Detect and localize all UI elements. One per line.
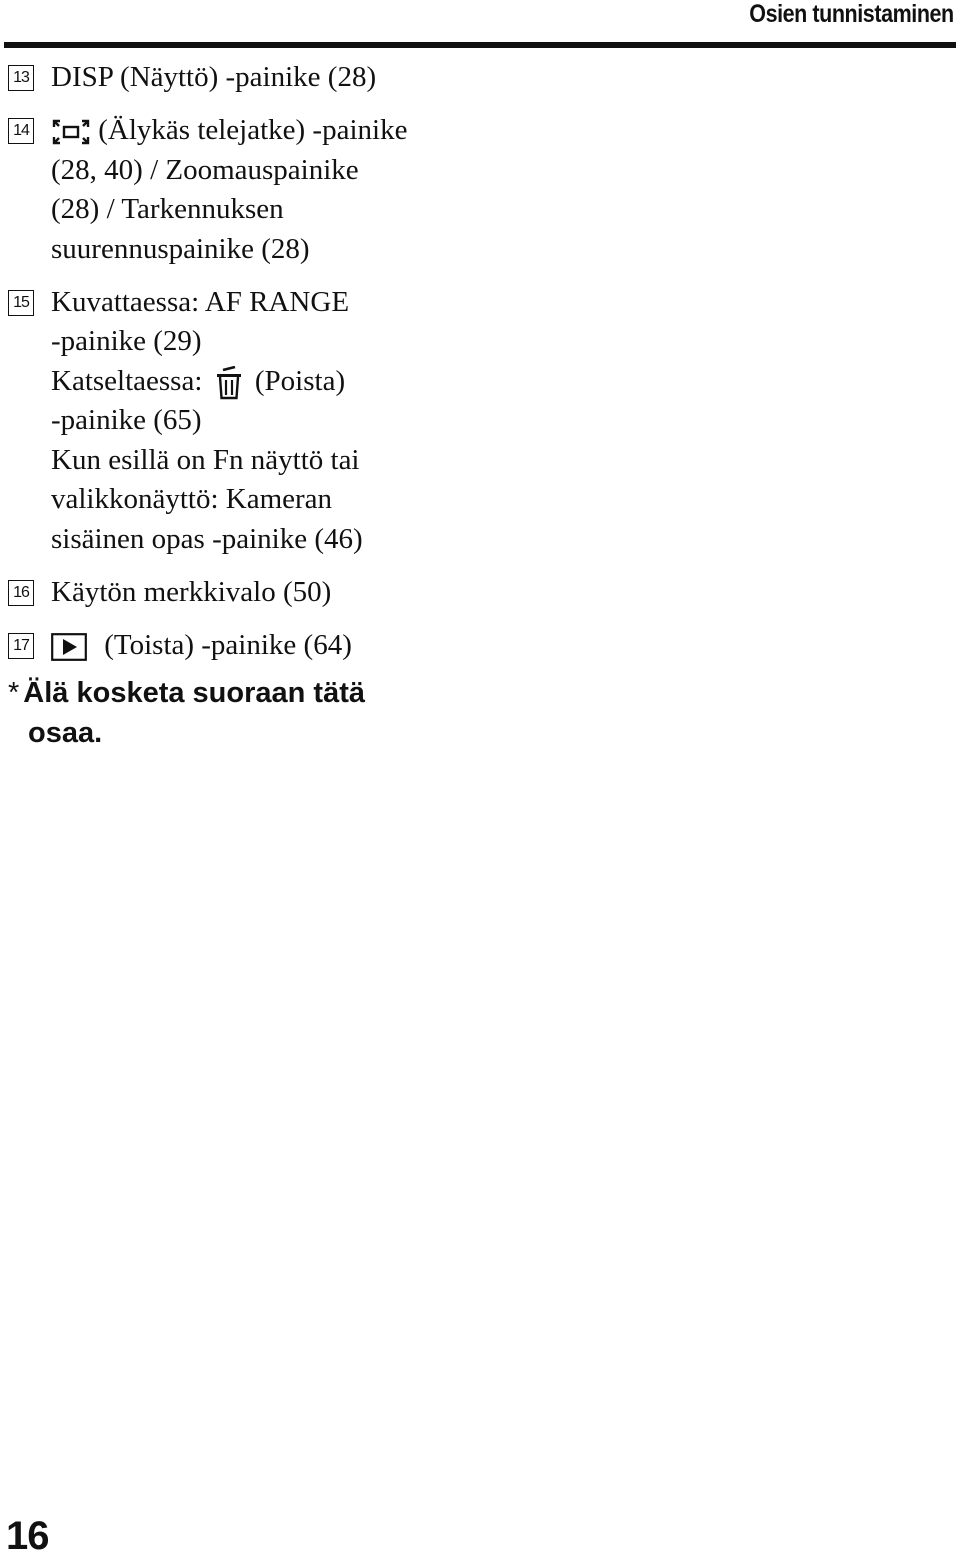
list-item-15 (8, 283, 568, 560)
parts-list (8, 58, 568, 753)
item-15-line-2: -painike (29) (51, 325, 202, 357)
item-number-15: 15 (8, 290, 34, 316)
item-15-delete-suffix: (Poista) (254, 364, 346, 397)
item-15-line-6: valikkonäyttö: Kameran (51, 483, 333, 515)
footnote-line-1: Älä kosketa suoraan tätä (23, 676, 365, 709)
item-14-line-2: (28, 40) / Zoomauspainike (51, 153, 359, 186)
item-number-16: 16 (8, 580, 34, 606)
trash-icon (214, 366, 244, 400)
list-item-14 (8, 111, 568, 269)
item-14-line-3: (28) / Tarkennuksen (51, 193, 284, 225)
item-14-line-4: suurennuspainike (28) (51, 232, 310, 265)
list-item-13 (8, 58, 568, 98)
list-item-16 (8, 573, 568, 613)
list-item-17 (8, 626, 568, 666)
item-number-17: 17 (8, 633, 34, 659)
item-15-line-7: sisäinen opas -painike (46) (51, 522, 363, 555)
item-15-line-1: Kuvattaessa: AF RANGE (51, 285, 350, 318)
item-13-line-1: DISP (Näyttö) -painike (28) (51, 61, 377, 93)
page-header-title: Osien tunnistaminen (749, 0, 954, 28)
item-16-line-1: Käytön merkkivalo (50) (51, 575, 332, 608)
item-number-13: 13 (8, 65, 34, 91)
item-15-line-4: -painike (65) (51, 404, 202, 436)
play-icon (51, 633, 87, 661)
footnote (8, 673, 568, 753)
header-rule (4, 42, 956, 48)
item-number-14: 14 (8, 118, 34, 144)
footnote-marker: * (8, 676, 20, 709)
item-14-line-1: (Älykäs telejatke) -painike (98, 114, 408, 146)
item-15-line-5: Kun esillä on Fn näyttö tai (51, 443, 360, 476)
item-17-line-1: (Toista) -painike (64) (104, 628, 352, 661)
footnote-line-2: osaa. (28, 716, 103, 749)
smart-teleconverter-icon (51, 118, 91, 146)
page-number: 16 (6, 1514, 49, 1558)
item-15-delete-prefix: Katseltaessa: (51, 364, 203, 397)
